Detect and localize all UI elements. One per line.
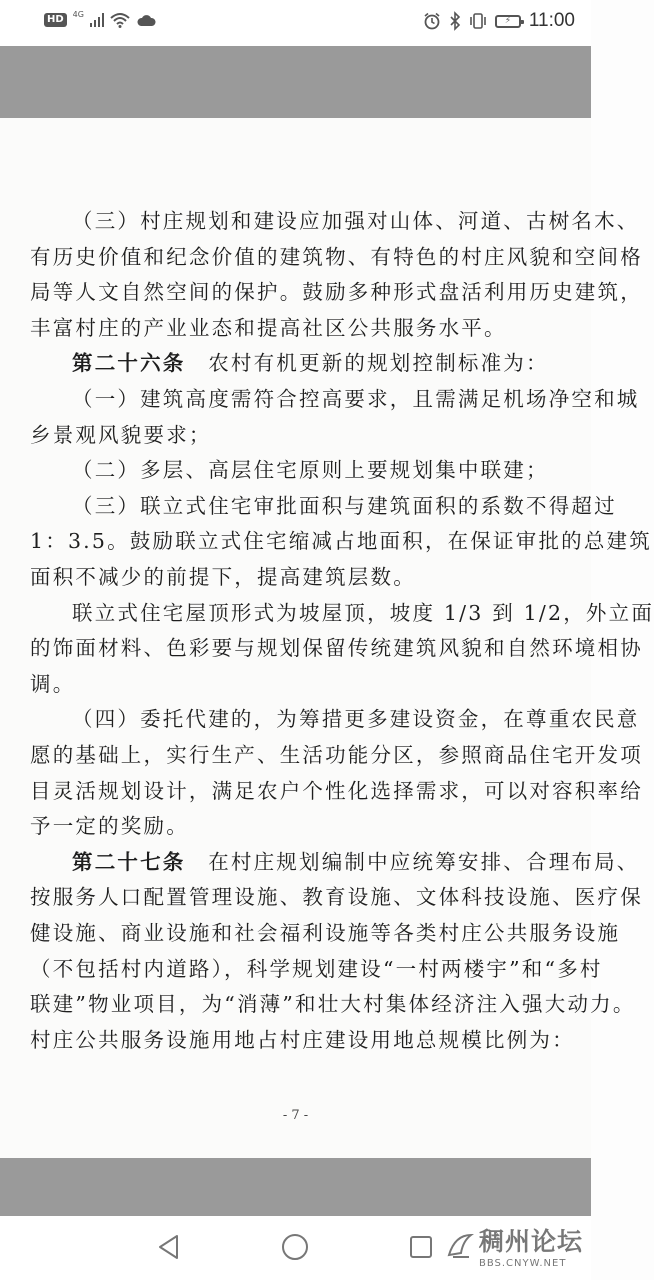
watermark-title: 稠州论坛 (478, 1227, 583, 1256)
watermark (445, 1222, 583, 1269)
status-left (44, 9, 156, 28)
document-line (0, 491, 617, 521)
nav-back-button[interactable] (152, 1230, 186, 1264)
document-line-text: （四）委托代建的，为筹措更多建设资金，在尊重农民意 (72, 707, 640, 732)
document-line-text: 丰富村庄的产业业态和提高社区公共服务水平。 (30, 315, 507, 340)
document-line-text: （三）联立式住宅审批面积与建筑面积的系数不得超过 (72, 493, 617, 518)
recents-square-icon (409, 1235, 433, 1259)
document-line-text: 有历史价值和纪念价值的建筑物、有特色的村庄风貌和空间格 (30, 244, 643, 269)
forum-logo-icon (445, 1231, 475, 1261)
document-line-text: 1：3.5。鼓励联立式住宅缩减占地面积，在保证审批的总建筑 (30, 529, 652, 554)
document-line (0, 384, 640, 414)
document-line (0, 562, 591, 592)
cloud-icon (136, 13, 156, 27)
bluetooth-icon (449, 12, 461, 30)
document-line (0, 847, 640, 877)
document-line-text: （二）多层、高层住宅原则上要规划集中联建； (72, 458, 549, 483)
document-line-text: 局等人文自然空间的保护。鼓励多种形式盘活利用历史建筑， (30, 280, 643, 305)
signal-strength-icon (90, 13, 104, 27)
document-line (0, 740, 643, 770)
article-heading: 第二十七条 (72, 849, 186, 874)
vibrate-icon (469, 12, 487, 30)
document-line-text: 面积不减少的前提下，提高建筑层数。 (30, 565, 416, 589)
document-line-text: 的饰面材料、色彩要与规划保留传统建筑风貌和自然环境相协 (30, 636, 643, 661)
document-line (0, 242, 643, 272)
document-line (0, 633, 643, 663)
document-line (0, 313, 591, 343)
document-line-text: 予一定的奖励。 (30, 814, 189, 839)
document-page[interactable] (0, 118, 654, 1158)
document-line-text: 村庄公共服务设施用地占村庄建设用地总规模比例为： (30, 1027, 575, 1052)
nav-home-button[interactable] (278, 1230, 312, 1264)
document-line-text: （三）村庄规划和建设应加强对山体、河道、古树名木、 (72, 209, 640, 233)
document-line (0, 348, 591, 378)
document-line (0, 776, 643, 806)
document-line (0, 882, 643, 912)
document-line-text: 目灵活规划设计，满足农户个性化选择需求，可以对容积率给 (30, 778, 643, 803)
document-line (0, 1025, 591, 1055)
document-line-text: 乡景观风貌要求； (30, 422, 212, 447)
status-bar (0, 0, 591, 46)
document-line-text: 调。 (30, 671, 76, 696)
document-line-text: 愿的基础上，实行生产、生活功能分区，参照商品住宅开发项 (30, 743, 643, 767)
article-heading: 第二十六条 (72, 351, 186, 376)
nav-recents-button[interactable] (404, 1230, 438, 1264)
document-line (0, 420, 591, 450)
document-line (0, 669, 591, 699)
document-line-text: 农村有机更新的规划控制标准为： (185, 351, 549, 376)
hd-badge: HD (44, 13, 67, 27)
document-line (0, 526, 652, 556)
document-line (0, 918, 621, 948)
document-line (0, 954, 603, 984)
document-line (0, 455, 591, 485)
home-circle-icon (281, 1233, 309, 1261)
document-line-text: 在村庄规划编制中应统筹安排、合理布局、 (185, 849, 640, 874)
bottom-gray-band (0, 1158, 591, 1216)
battery-charging-icon: ⚡ (495, 15, 521, 28)
back-triangle-icon (157, 1234, 181, 1260)
document-line-text: 联建”物业项目，为“消薄”和壮大村集体经济注入强大动力。 (30, 992, 636, 1017)
page-number: - 7 - (282, 1108, 309, 1123)
document-line (0, 811, 591, 841)
watermark-text (479, 1222, 583, 1269)
document-line-text: 健设施、商业设施和社会福利设施等各类村庄公共服务设施 (30, 921, 621, 945)
top-gray-band (0, 46, 591, 118)
document-line (0, 598, 654, 628)
document-line-text: 联立式住宅屋顶形式为坡屋顶，坡度 1/3 到 1/2，外立面 (72, 600, 654, 625)
document-line (0, 277, 643, 307)
alarm-icon (423, 12, 441, 30)
document-line-text: 按服务人口配置管理设施、教育设施、文体科技设施、医疗保 (30, 885, 643, 910)
document-line-text: （一）建筑高度需符合控高要求，且需满足机场净空和城 (72, 387, 640, 411)
network-type-label: 4G (72, 9, 84, 19)
document-line (0, 704, 640, 734)
document-line (0, 989, 636, 1019)
wifi-icon (110, 12, 130, 28)
document-line-text: （不包括村内道路），科学规划建设“一村两楼宇”和“多村 (30, 956, 603, 981)
watermark-url: BBS.CNYW.NET (478, 1258, 567, 1269)
document-line (0, 206, 640, 236)
status-right (423, 10, 575, 32)
clock: 11:00 (528, 10, 575, 31)
